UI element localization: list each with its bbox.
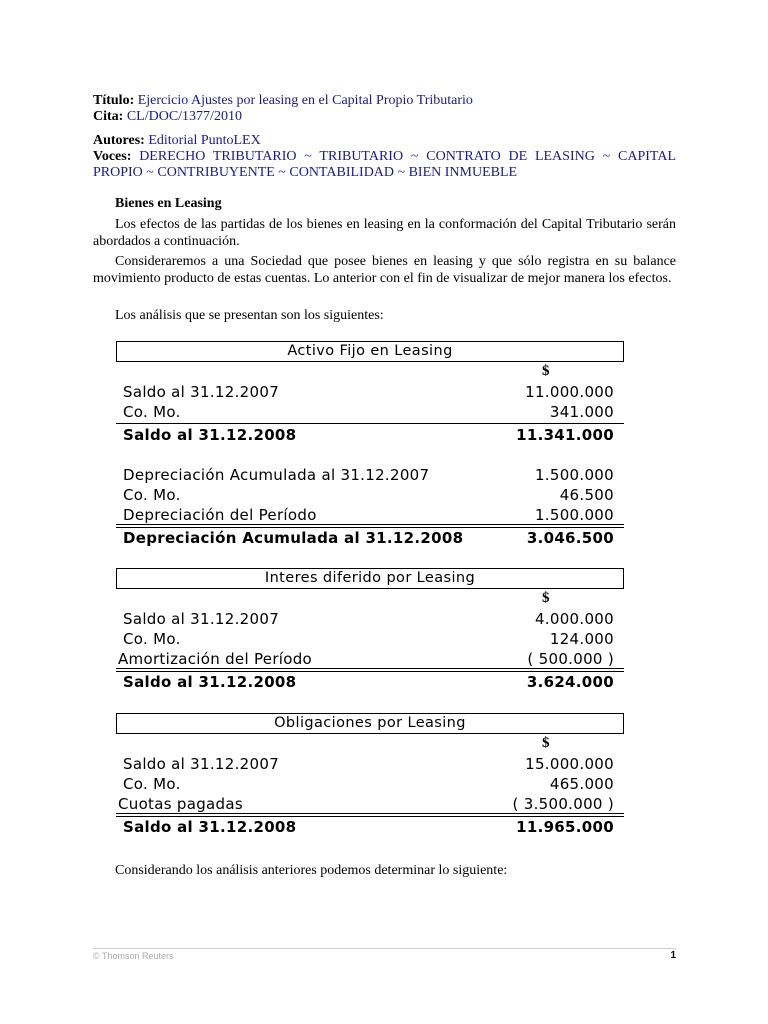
table-row bbox=[116, 403, 624, 423]
document-title-line bbox=[93, 93, 683, 109]
titulo-label: Título: bbox=[93, 93, 135, 108]
currency-symbol: $ bbox=[542, 363, 550, 379]
table-row bbox=[116, 775, 624, 795]
closing-paragraph: Considerando los análisis anteriores podemos determinar lo siguiente: bbox=[115, 863, 508, 878]
row-value: 1.500.000 bbox=[534, 466, 614, 484]
footer-divider bbox=[93, 948, 676, 949]
row-label: Depreciación Acumulada al 31.12.2008 bbox=[123, 529, 464, 547]
table-row bbox=[116, 795, 624, 815]
row-value: 46.500 bbox=[559, 486, 614, 504]
row-label: Saldo al 31.12.2007 bbox=[123, 755, 280, 773]
total-double-rule bbox=[116, 668, 624, 672]
paragraph-3: Los análisis que se presentan son los siguientes: bbox=[115, 308, 384, 323]
section-heading: Bienes en Leasing bbox=[115, 196, 222, 211]
row-value: 465.000 bbox=[549, 775, 614, 793]
table-row bbox=[116, 383, 624, 403]
table-row bbox=[116, 755, 624, 775]
table-row-total bbox=[116, 529, 624, 549]
row-label: Cuotas pagadas bbox=[118, 795, 243, 813]
keywords-line bbox=[93, 149, 676, 181]
row-value: 3.046.500 bbox=[526, 529, 614, 547]
table-row bbox=[116, 466, 624, 486]
row-value: 3.624.000 bbox=[526, 673, 614, 691]
subtotal-rule bbox=[116, 423, 624, 424]
row-label: Saldo al 31.12.2008 bbox=[123, 426, 297, 444]
row-label: Co. Mo. bbox=[123, 486, 181, 504]
total-double-rule bbox=[116, 813, 624, 817]
autores-value: Editorial PuntoLEX bbox=[148, 133, 261, 148]
row-value: ( 3.500.000 ) bbox=[512, 795, 614, 813]
row-label: Depreciación del Período bbox=[123, 506, 317, 524]
row-value: 341.000 bbox=[549, 403, 614, 421]
table-row-total bbox=[116, 818, 624, 838]
citation-line bbox=[93, 109, 683, 125]
row-label: Depreciación Acumulada al 31.12.2007 bbox=[123, 466, 430, 484]
row-value: 11.000.000 bbox=[525, 383, 614, 401]
row-value: 124.000 bbox=[549, 630, 614, 648]
footer-copyright: © Thomson Reuters bbox=[93, 951, 174, 961]
table-row bbox=[116, 610, 624, 630]
table-row bbox=[116, 506, 624, 526]
row-value: 4.000.000 bbox=[534, 610, 614, 628]
table-row bbox=[116, 650, 624, 670]
autores-label: Autores: bbox=[93, 133, 145, 148]
paragraph-2: Consideraremos a una Sociedad que posee bienes en leasing y que sólo registra en su balance movimiento producto de estas cuentas. Lo anterior con el fin de visualizar de mejor manera los efectos. bbox=[93, 254, 676, 286]
row-label: Saldo al 31.12.2008 bbox=[123, 818, 297, 836]
table-title: Activo Fijo en Leasing bbox=[116, 341, 624, 362]
row-label: Saldo al 31.12.2008 bbox=[123, 673, 297, 691]
table-title: Obligaciones por Leasing bbox=[116, 713, 624, 734]
row-value: 11.965.000 bbox=[516, 818, 614, 836]
currency-symbol: $ bbox=[542, 735, 550, 751]
titulo-value: Ejercicio Ajustes por leasing en el Capital Propio Tributario bbox=[137, 93, 473, 108]
row-value: ( 500.000 ) bbox=[527, 650, 614, 668]
row-value: 15.000.000 bbox=[525, 755, 614, 773]
table-row-total bbox=[116, 426, 624, 446]
voces-value: DERECHO TRIBUTARIO ~ TRIBUTARIO ~ CONTRATO DE LEASING ~ CAPITAL PROPIO ~ CONTRIBUYENTE ~ CONTABILIDAD ~ BIEN INMUEBLE bbox=[93, 149, 676, 180]
row-label: Co. Mo. bbox=[123, 403, 181, 421]
row-label: Co. Mo. bbox=[123, 630, 181, 648]
table-row bbox=[116, 630, 624, 650]
page-number: 1 bbox=[670, 950, 676, 961]
total-double-rule bbox=[116, 524, 624, 528]
cita-value: CL/DOC/1377/2010 bbox=[126, 109, 242, 124]
row-value: 11.341.000 bbox=[516, 426, 614, 444]
row-label: Saldo al 31.12.2007 bbox=[123, 610, 280, 628]
currency-symbol: $ bbox=[542, 590, 550, 606]
row-value: 1.500.000 bbox=[534, 506, 614, 524]
table-title: Interes diferido por Leasing bbox=[116, 568, 624, 589]
table-row bbox=[116, 486, 624, 506]
voces-label: Voces: bbox=[93, 149, 132, 164]
authors-line bbox=[93, 133, 683, 149]
row-label: Amortización del Período bbox=[118, 650, 313, 668]
cita-label: Cita: bbox=[93, 109, 124, 124]
table-row-total bbox=[116, 673, 624, 693]
row-label: Saldo al 31.12.2007 bbox=[123, 383, 280, 401]
row-label: Co. Mo. bbox=[123, 775, 181, 793]
paragraph-1: Los efectos de las partidas de los bienes en leasing en la conformación del Capital Tributario serán abordados a continuación. bbox=[93, 217, 676, 249]
